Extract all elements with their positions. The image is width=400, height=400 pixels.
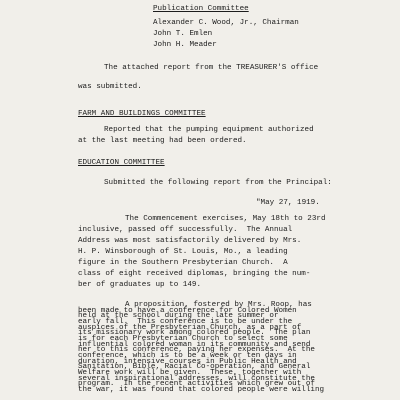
para2-line-3: held at the school during the late summer or [78,312,279,321]
committee-member-chairman: Alexander C. Wood, Jr., Chairman [153,19,299,27]
committee-member-2: John T. Emlen [153,30,213,38]
report-date: "May 27, 1919. [256,199,320,207]
para2-line-15: program. In the recent activities which grew out of [78,380,315,389]
para2-line-5: auspices of the Presbyterian Church, as a part of [78,323,302,332]
farm-committee-line-1: Reported that the pumping equipment authorized [104,126,314,134]
para2-line-1: A proposition, fostered by Mrs. Roop, has [125,301,312,309]
treasurer-report-line-2: was submitted. [78,83,142,91]
para1-line-6: class of eight received diplomas, bringing the num- [78,270,311,278]
para2-line-10: conference, which is to be a week or ten days in [78,352,297,360]
para1-line-2: inclusive, passed off successfully. The Annual [78,226,293,234]
para2-line-11: duration, intensive courses in Public Health and [78,357,297,366]
publication-committee-heading: Publication Committee [153,5,249,13]
para2-line-9: her to this conference, paying her expenses. At the [78,346,315,355]
para1-line-3: Address was most satisfactorily delivered by Mrs. [78,237,302,245]
para2-line-7: is for each Presbyterian Church to select some [78,335,288,343]
para2-line-16: the war, it was found that colored people were willing [78,386,325,394]
para2-line-8: influential colored woman in its community and send [78,340,311,349]
para2-line-6: its missionary work among colored people. The plan [78,329,311,338]
para1-line-1: The Commencement exercises, May 18th to 23rd [125,215,326,223]
para2-line-13: Welfare work will be given. These, together with [78,369,302,377]
para2-line-14: several inspirational addresses, will constitute the [78,374,315,383]
para2-line-4: early fall. This conference is to be under the [78,318,293,326]
farm-committee-line-2: at the last meeting had been ordered. [78,137,247,145]
para1-line-4: H. P. Winsborough of St. Louis, Mo., a leading [78,248,288,256]
para2-line-12: Sanitation, Bible, Racial Co-operation, and General [78,363,311,372]
para1-line-7: ber of graduates up to 149. [78,281,202,289]
farm-committee-heading: FARM AND BUILDINGS COMMITTEE [78,110,206,118]
education-intro: Submitted the following report from the Principal: [104,179,332,187]
education-committee-heading: EDUCATION COMMITTEE [78,159,165,167]
para2-line-2: been made to have a conference for Colored Women [78,306,297,315]
committee-member-3: John H. Meader [153,41,217,49]
treasurer-report-line-1: The attached report from the TREASURER'S office [104,64,319,72]
para1-line-5: figure in the Southern Presbyterian Church. A [78,259,288,267]
